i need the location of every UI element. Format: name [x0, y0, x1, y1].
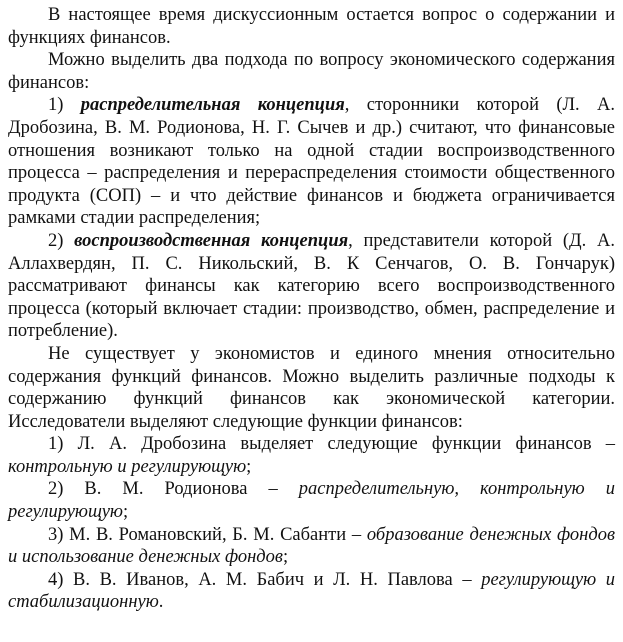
list-number: 1) — [48, 95, 81, 116]
concept-term: распределительная концепция — [80, 95, 345, 116]
list-item-text: 2) В. М. Родионова – — [48, 479, 299, 500]
list-item-text: 3) М. В. Романовский, Б. М. Сабанти – — [48, 524, 367, 545]
list-item-tail: ; — [122, 502, 129, 523]
list-item-text: 1) Л. А. Дробозина выделяет следующие функции финансов – — [48, 434, 615, 455]
paragraph-approaches — [8, 49, 615, 94]
paragraph-functions-intro — [8, 343, 615, 433]
list-item-tail: ; — [282, 547, 289, 568]
list-item-function-1 — [8, 433, 615, 478]
paragraph-text: В настоящее время дискуссионным остается вопрос о содержании и функциях финансов. — [8, 5, 615, 48]
list-item-tail: . — [158, 592, 164, 613]
paragraph-intro — [8, 4, 615, 49]
function-names: распределительную, контрольную и регулирующую — [8, 479, 615, 523]
list-item-function-3 — [8, 524, 615, 569]
function-names: регулирующую и стабилизационную — [8, 569, 616, 613]
list-number: 2) — [48, 230, 75, 251]
function-names: контрольную и регулирующую — [8, 456, 247, 477]
list-item-text: , представители которой (Д. А. Аллахвердян, П. С. Никольский, В. К Сенчагов, О. В. Гончарук) рассматривают финансы как категорию всего воспроизводственного процесса (который включает стадии: производство, обмен, распределение и потребление). — [8, 230, 616, 342]
list-item-text: , сторонники которой (Л. А. Дробозина, В. М. Родионова, Н. Г. Сычев и др.) считают, что финансовые отношения возникают только на одной стадии воспроизводственного процесса – распределения и перераспределения стоимости общественного продукта (СОП) – и что действие финансов и бюджета ограничивается рамками стадии распределения; — [8, 95, 615, 229]
list-item-distributive-concept — [8, 94, 615, 230]
list-item-function-2 — [8, 478, 615, 523]
paragraph-text: Можно выделить два подхода по вопросу экономического содержания финансов: — [8, 50, 615, 93]
list-item-tail: ; — [246, 456, 252, 477]
list-item-reproductive-concept — [8, 230, 615, 343]
list-item-function-4 — [8, 569, 615, 614]
paragraph-text: Не существует у экономистов и единого мнения относительно содержания функций финансов. Можно выделить различные подходы к содержанию функций финансов как экономической категории. Исследователи выделяют следующие функции финансов: — [8, 343, 615, 432]
concept-term: воспроизводственная концепция — [74, 230, 349, 251]
function-names: образование денежных фондов и использование денежных фондов — [8, 524, 615, 568]
list-item-text: 4) В. В. Иванов, А. М. Бабич и Л. Н. Павлова – — [48, 569, 482, 590]
